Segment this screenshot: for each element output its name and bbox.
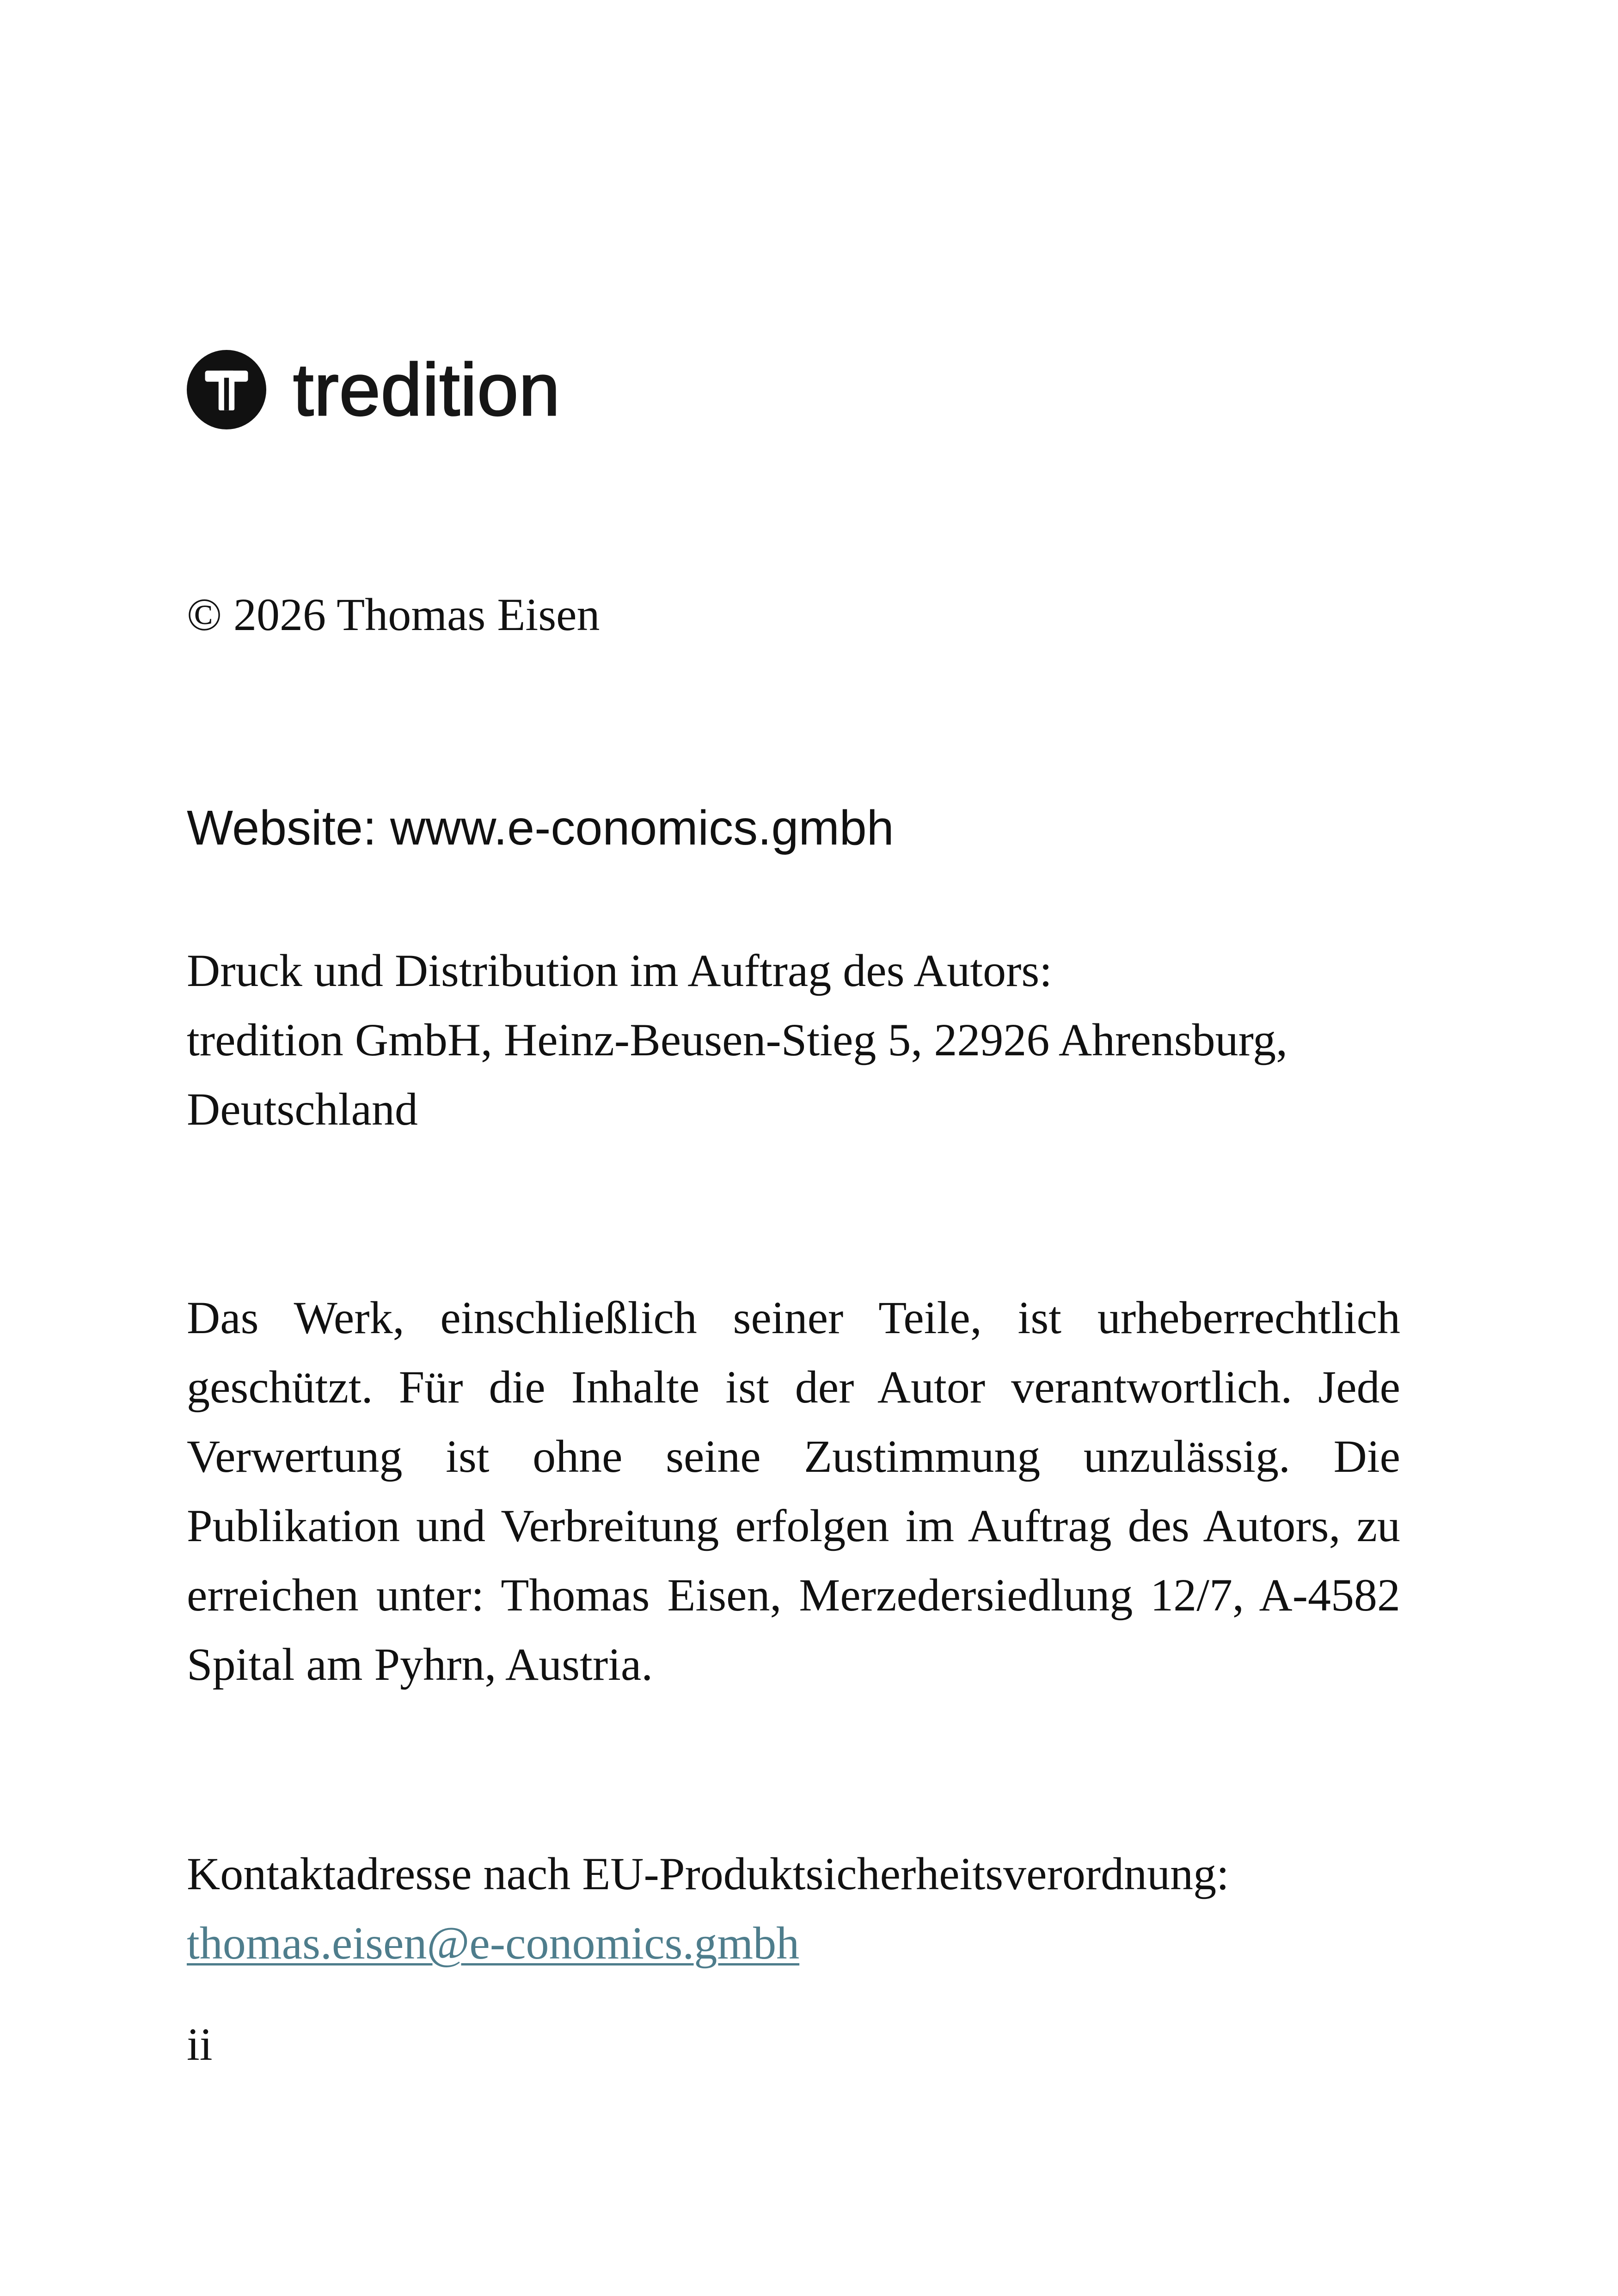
contact-section — [187, 1839, 1435, 1978]
logo-wordmark: tredition — [293, 348, 561, 431]
logo-t-slit — [224, 378, 229, 410]
website-line: Website: www.e-conomics.gmbh — [187, 801, 894, 855]
contact-email-link[interactable]: thomas.eisen@e-conomics.gmbh — [187, 1917, 800, 1969]
distribution-line: Druck und Distribution im Auftrag des Autors: — [187, 945, 1053, 996]
contact-label: Kontaktadresse nach EU-Produktsicherheitsverordnung: — [187, 1848, 1229, 1899]
statement-line: Das Werk, einschließlich seiner Teile, ist urheberrechtlich — [187, 1292, 1400, 1343]
statement-line: Publikation und Verbreitung erfolgen im Auftrag des Autors, zu — [187, 1500, 1400, 1551]
distribution-info — [187, 936, 1435, 1144]
copyright-notice: © 2026 Thomas Eisen — [187, 589, 600, 640]
statement-line: geschützt. Für die Inhalte ist der Autor verantwortlich. Jede — [187, 1361, 1400, 1413]
statement-line: erreichen unter: Thomas Eisen, Merzedersiedlung 12/7, A-4582 — [187, 1569, 1400, 1621]
distribution-line: tredition GmbH, Heinz-Beusen-Stieg 5, 22926 Ahrensburg, — [187, 1014, 1288, 1065]
statement-line: Verwertung ist ohne seine Zustimmung unzulässig. Die — [187, 1431, 1400, 1482]
publisher-logo — [187, 350, 560, 429]
statement-line: Spital am Pyhrn, Austria. — [187, 1639, 653, 1690]
copyright-statement — [187, 1283, 1400, 1699]
distribution-line: Deutschland — [187, 1084, 418, 1135]
tredition-logo-icon — [187, 350, 266, 429]
page-number: ii — [187, 2019, 213, 2070]
